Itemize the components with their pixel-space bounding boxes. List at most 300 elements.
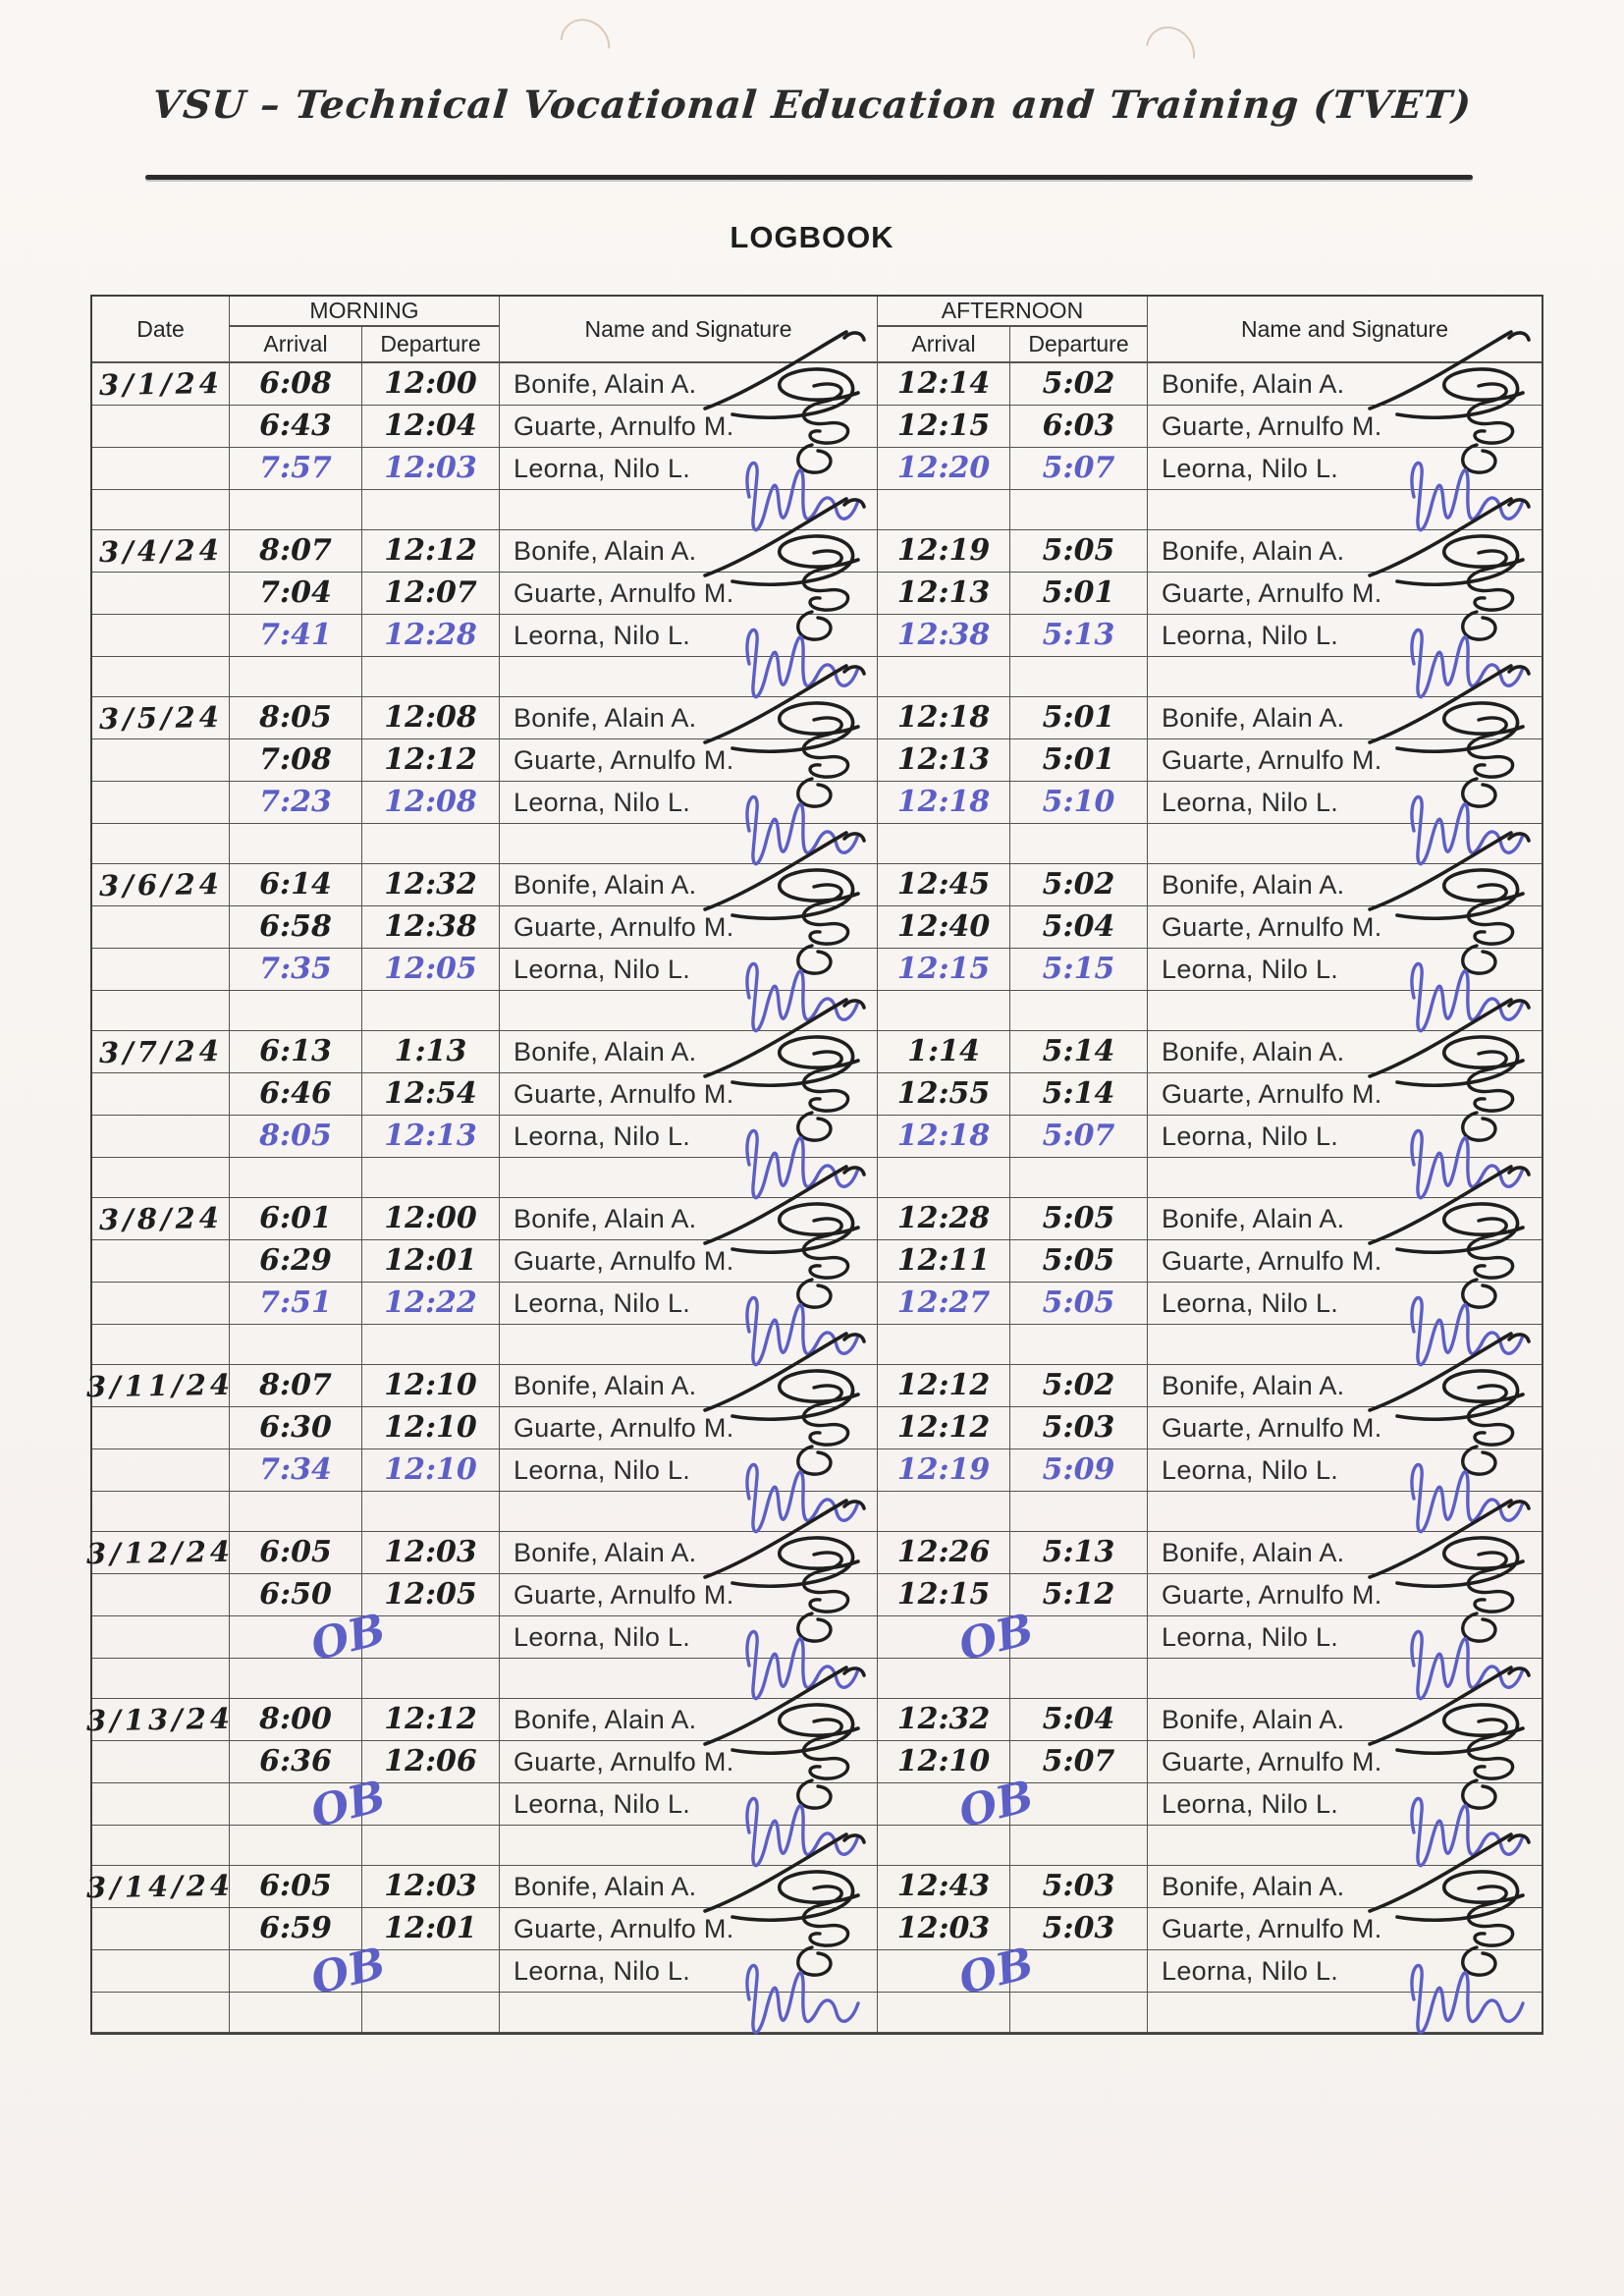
name-signature-cell [500,1198,878,1240]
name-signature-cell [500,1908,878,1950]
time-value: 12:26 [896,1535,991,1569]
morning-departure-cell [362,1866,500,1908]
time-value: 12:43 [896,1869,991,1903]
logbook-entry [86,1699,1542,1866]
time-value: 5:03 [1042,1911,1115,1945]
time-value: 5:14 [1042,1034,1115,1068]
afternoon-arrival-cell [878,1449,1010,1492]
morning-arrival-cell [230,363,362,406]
empty-cell [1010,1325,1148,1365]
time-value: 12:01 [384,1243,477,1278]
time-value: 6:36 [259,1744,332,1778]
empty-cell [1010,1993,1148,2033]
morning-arrival-cell [230,906,362,949]
time-value: 5:05 [1042,533,1115,568]
empty-cell [230,490,362,530]
date-cell [92,573,230,615]
date-cell [92,615,230,657]
time-value: 5:13 [1042,618,1115,652]
date-cell [92,448,230,490]
afternoon-arrival-cell [878,1283,1010,1325]
empty-cell [362,1826,500,1866]
afternoon-arrival-cell [878,615,1010,657]
afternoon-arrival-cell [878,1116,1010,1158]
name-signature-cell [1148,1407,1542,1449]
time-value: 12:12 [384,742,477,777]
person-name: Leorna, Nilo L. [514,1955,691,1986]
afternoon-arrival-cell [878,1699,1010,1741]
col-header-date: Date [92,297,230,363]
col-header-afternoon: AFTERNOON [878,297,1148,327]
name-signature-cell [1148,864,1542,906]
empty-cell [1010,1826,1148,1866]
empty-cell [1010,1659,1148,1699]
logbook-entry [86,1532,1542,1699]
empty-cell [500,657,878,697]
name-signature-cell [1148,1699,1542,1741]
time-value: 12:03 [384,1535,477,1569]
table-header [92,297,1542,363]
morning-arrival-cell [230,739,362,782]
morning-departure-cell [362,530,500,573]
name-signature-cell [500,1073,878,1116]
afternoon-arrival-cell [878,530,1010,573]
name-signature-cell [500,1031,878,1073]
empty-cell [362,1659,500,1699]
name-signature-cell [1148,1449,1542,1492]
time-value: 12:10 [384,1410,477,1445]
empty-cell [878,1492,1010,1532]
logbook-table [86,295,1543,2035]
person-name: Bonife, Alain A. [514,535,697,566]
col-header-arrival: Arrival [230,327,362,363]
person-name: Bonife, Alain A. [514,1704,697,1734]
time-value: 5:07 [1042,1744,1115,1778]
person-name: Guarte, Arnulfo M. [1162,410,1382,441]
time-value: 12:18 [896,785,991,819]
time-value: 12:32 [896,1702,991,1736]
time-value: 12:13 [896,742,991,777]
logbook-entry [92,697,1542,864]
time-value: 12:14 [896,366,991,401]
afternoon-arrival-cell [878,1866,1010,1908]
empty-cell [500,1492,878,1532]
time-value: 5:02 [1042,1368,1115,1402]
person-name: Guarte, Arnulfo M. [514,911,734,942]
logbook-entry [92,363,1542,530]
afternoon-departure-cell [1010,1283,1148,1325]
person-name: Leorna, Nilo L. [514,1454,691,1485]
col-header-departure: Departure [1010,327,1148,363]
morning-arrival-cell [230,1699,362,1741]
person-name: Bonife, Alain A. [514,1036,697,1066]
date-cell [92,1616,230,1659]
time-value: 1:13 [394,1034,467,1068]
date-cell [92,1574,230,1616]
empty-cell [500,1158,878,1198]
empty-cell [500,490,878,530]
time-value: 12:40 [896,909,991,944]
ob-note: OB [953,1771,1039,1838]
person-name: Leorna, Nilo L. [1162,1287,1339,1318]
person-name: Bonife, Alain A. [514,1537,697,1567]
empty-cell [92,1158,230,1198]
time-value: 12:12 [384,533,477,568]
time-value: 12:20 [896,451,991,485]
morning-departure-cell [362,1574,500,1616]
date-cell [92,530,230,573]
date-value: 3/12/24 [86,1534,235,1570]
name-signature-cell [1148,1073,1542,1116]
time-value: 12:12 [896,1368,991,1402]
time-value: 12:08 [384,785,477,819]
person-name: Leorna, Nilo L. [514,787,691,817]
date-cell [92,1783,230,1826]
time-value: 12:38 [896,618,991,652]
morning-departure-cell [362,363,500,406]
date-cell [92,406,230,448]
time-value: 7:41 [259,618,332,652]
afternoon-arrival-cell [878,1365,1010,1407]
afternoon-arrival-cell [878,697,1010,739]
afternoon-arrival-cell [878,739,1010,782]
morning-arrival-cell [230,1938,391,2005]
person-name: Bonife, Alain A. [1162,1203,1345,1233]
time-value: 5:03 [1042,1410,1115,1445]
afternoon-arrival-cell [878,782,1010,824]
afternoon-arrival-cell [878,1938,1039,2005]
person-name: Bonife, Alain A. [1162,1537,1345,1567]
afternoon-departure-cell [1010,1449,1148,1492]
name-signature-cell [1148,573,1542,615]
date-cell [92,906,230,949]
time-value: 12:28 [384,618,477,652]
name-signature-cell [500,1866,878,1908]
morning-departure-cell [362,1283,500,1325]
time-value: 5:12 [1042,1577,1115,1612]
morning-departure-cell [362,697,500,739]
name-signature-cell [1148,906,1542,949]
person-name: Bonife, Alain A. [1162,1036,1345,1066]
name-signature-cell [1148,1950,1542,1993]
empty-cell [1010,657,1148,697]
time-value: 7:23 [259,785,332,819]
person-name: Guarte, Arnulfo M. [1162,744,1382,775]
morning-arrival-cell [230,1116,362,1158]
empty-cell [92,1659,230,1699]
morning-departure-cell [362,1407,500,1449]
afternoon-departure-cell [1010,363,1148,406]
time-value: 5:02 [1042,867,1115,902]
time-value: 7:34 [259,1452,332,1487]
name-signature-cell [500,1574,878,1616]
person-name: Leorna, Nilo L. [514,954,691,984]
person-name: Leorna, Nilo L. [1162,954,1339,984]
empty-cell [500,1993,878,2033]
afternoon-arrival-cell [878,406,1010,448]
afternoon-arrival-cell [878,1240,1010,1283]
time-value: 12:12 [384,1702,477,1736]
person-name: Guarte, Arnulfo M. [514,1412,734,1443]
name-signature-cell [1148,1741,1542,1783]
empty-cell [878,1325,1010,1365]
name-signature-cell [500,1783,878,1826]
empty-cell [500,1325,878,1365]
name-signature-cell [500,697,878,739]
person-name: Leorna, Nilo L. [514,1621,691,1652]
time-value: 6:01 [259,1201,332,1235]
time-value: 12:22 [384,1285,477,1320]
time-value: 5:01 [1042,742,1115,777]
morning-departure-cell [362,949,500,991]
afternoon-arrival-cell [878,363,1010,406]
empty-cell [362,490,500,530]
empty-cell [1148,657,1542,697]
morning-arrival-cell [230,949,362,991]
empty-cell [500,991,878,1031]
empty-cell [230,1492,362,1532]
afternoon-departure-cell [1010,1699,1148,1741]
time-value: 6:46 [259,1076,332,1111]
morning-arrival-cell [230,1866,362,1908]
morning-departure-cell [362,1031,500,1073]
afternoon-arrival-cell [878,906,1010,949]
name-signature-cell [1148,363,1542,406]
empty-cell [1148,1158,1542,1198]
ob-note: OB [305,1604,391,1671]
afternoon-departure-cell [1010,1574,1148,1616]
empty-cell [362,991,500,1031]
person-name: Leorna, Nilo L. [1162,1955,1339,1986]
logbook-entry [92,1031,1542,1198]
morning-departure-cell [362,1908,500,1950]
afternoon-departure-cell [1010,1741,1148,1783]
time-value: 5:04 [1042,1702,1115,1736]
morning-arrival-cell [230,697,362,739]
person-name: Bonife, Alain A. [1162,869,1345,900]
logbook-entry [86,1365,1542,1532]
person-name: Leorna, Nilo L. [1162,453,1339,483]
name-signature-cell [500,864,878,906]
logbook-entry [92,530,1542,697]
morning-departure-cell [362,448,500,490]
morning-arrival-cell [230,1532,362,1574]
name-signature-cell [500,906,878,949]
name-signature-cell [500,615,878,657]
afternoon-arrival-cell [878,949,1010,991]
person-name: Bonife, Alain A. [1162,368,1345,399]
time-value: 12:05 [384,1577,477,1612]
person-name: Guarte, Arnulfo M. [514,410,734,441]
person-name: Guarte, Arnulfo M. [514,577,734,608]
time-value: 6:59 [259,1911,332,1945]
name-signature-cell [1148,530,1542,573]
person-name: Guarte, Arnulfo M. [1162,1078,1382,1109]
person-name: Leorna, Nilo L. [1162,620,1339,650]
name-signature-cell [1148,697,1542,739]
morning-arrival-cell [230,782,362,824]
empty-cell [230,1325,362,1365]
date-cell [92,1950,230,1993]
time-value: 12:19 [896,1452,991,1487]
time-value: 12:10 [384,1452,477,1487]
morning-arrival-cell [230,1741,362,1783]
date-cell [92,739,230,782]
empty-cell [1010,991,1148,1031]
time-value: 8:05 [259,700,332,735]
time-value: 12:28 [896,1201,991,1235]
person-name: Leorna, Nilo L. [514,1788,691,1819]
ob-note: OB [305,1938,391,2005]
afternoon-departure-cell [1010,1908,1148,1950]
empty-cell [230,824,362,864]
afternoon-departure-cell [1010,949,1148,991]
time-value: 12:54 [384,1076,477,1111]
empty-cell [878,1158,1010,1198]
person-name: Guarte, Arnulfo M. [1162,1412,1382,1443]
time-value: 6:08 [259,366,332,401]
time-value: 7:57 [259,451,332,485]
name-signature-cell [500,1365,878,1407]
time-value: 12:32 [384,867,477,902]
person-name: Bonife, Alain A. [514,368,697,399]
morning-arrival-cell [230,1365,362,1407]
name-signature-cell [1148,1783,1542,1826]
time-value: 12:15 [896,1577,991,1612]
time-value: 8:05 [259,1119,332,1153]
afternoon-departure-cell [1010,1240,1148,1283]
person-name: Bonife, Alain A. [1162,535,1345,566]
time-value: 5:10 [1042,785,1115,819]
person-name: Bonife, Alain A. [1162,1704,1345,1734]
time-value: 12:27 [896,1285,991,1320]
afternoon-departure-cell [1010,906,1148,949]
date-cell [86,1532,235,1574]
person-name: Guarte, Arnulfo M. [1162,1746,1382,1777]
time-value: 12:03 [384,451,477,485]
date-value: 3/11/24 [86,1367,235,1403]
logbook-entry [86,1866,1542,2033]
morning-arrival-cell [230,1604,391,1671]
morning-arrival-cell [230,1449,362,1492]
person-name: Bonife, Alain A. [1162,702,1345,733]
morning-departure-cell [362,782,500,824]
morning-departure-cell [362,739,500,782]
person-name: Guarte, Arnulfo M. [1162,577,1382,608]
morning-arrival-cell [230,1031,362,1073]
time-value: 12:03 [896,1911,991,1945]
afternoon-arrival-cell [878,864,1010,906]
time-value: 5:02 [1042,366,1115,401]
date-cell [92,1908,230,1950]
afternoon-arrival-cell [878,1198,1010,1240]
name-signature-cell [1148,1866,1542,1908]
time-value: 6:50 [259,1577,332,1612]
person-name: Guarte, Arnulfo M. [1162,1245,1382,1276]
name-signature-cell [500,363,878,406]
time-value: 12:11 [896,1243,991,1278]
person-name: Leorna, Nilo L. [1162,787,1339,817]
empty-cell [500,1826,878,1866]
morning-departure-cell [362,1073,500,1116]
empty-cell [878,991,1010,1031]
morning-arrival-cell [230,1771,391,1838]
empty-cell [1010,1158,1148,1198]
date-cell [92,1240,230,1283]
empty-cell [878,657,1010,697]
time-value: 12:15 [896,409,991,443]
date-value: 3/7/24 [98,1033,223,1069]
afternoon-arrival-cell [878,1604,1039,1671]
person-name: Guarte, Arnulfo M. [1162,911,1382,942]
morning-arrival-cell [230,615,362,657]
afternoon-departure-cell [1010,739,1148,782]
name-signature-cell [500,1449,878,1492]
person-name: Guarte, Arnulfo M. [514,1078,734,1109]
name-signature-cell [1148,1031,1542,1073]
date-cell [92,697,230,739]
empty-cell [1148,1826,1542,1866]
time-value: 7:08 [259,742,332,777]
name-signature-cell [1148,1198,1542,1240]
title-rule [145,175,1473,180]
page-title: VSU – Technical Vocational Education and Training (TVET) [150,82,1474,128]
afternoon-arrival-cell [878,1771,1039,1838]
afternoon-departure-cell [1010,406,1148,448]
time-value: 12:18 [896,1119,991,1153]
empty-cell [92,1325,230,1365]
morning-arrival-cell [230,864,362,906]
time-value: 5:13 [1042,1535,1115,1569]
time-value: 5:01 [1042,700,1115,735]
time-value: 12:45 [896,867,991,902]
empty-cell [362,1492,500,1532]
name-signature-cell [500,1532,878,1574]
time-value: 5:05 [1042,1243,1115,1278]
empty-cell [230,991,362,1031]
empty-cell [1010,824,1148,864]
name-signature-cell [1148,406,1542,448]
person-name: Guarte, Arnulfo M. [514,1579,734,1610]
date-value: 3/13/24 [86,1701,235,1737]
empty-cell [362,657,500,697]
date-cell [92,1283,230,1325]
empty-cell [92,657,230,697]
name-signature-cell [1148,615,1542,657]
morning-arrival-cell [230,1198,362,1240]
morning-arrival-cell [230,1283,362,1325]
time-value: 5:09 [1042,1452,1115,1487]
date-cell [92,1198,230,1240]
name-signature-cell [500,1950,878,1993]
date-cell [92,864,230,906]
empty-cell [878,490,1010,530]
empty-cell [362,824,500,864]
time-value: 5:05 [1042,1285,1115,1320]
time-value: 12:00 [384,366,477,401]
person-name: Bonife, Alain A. [514,1871,697,1901]
name-signature-cell [1148,1365,1542,1407]
name-signature-cell [1148,782,1542,824]
time-value: 12:01 [384,1911,477,1945]
time-value: 12:08 [384,700,477,735]
document-title: LOGBOOK [730,220,894,254]
date-cell [92,1449,230,1492]
morning-arrival-cell [230,573,362,615]
date-cell [92,1073,230,1116]
morning-departure-cell [362,906,500,949]
empty-cell [1148,1325,1542,1365]
